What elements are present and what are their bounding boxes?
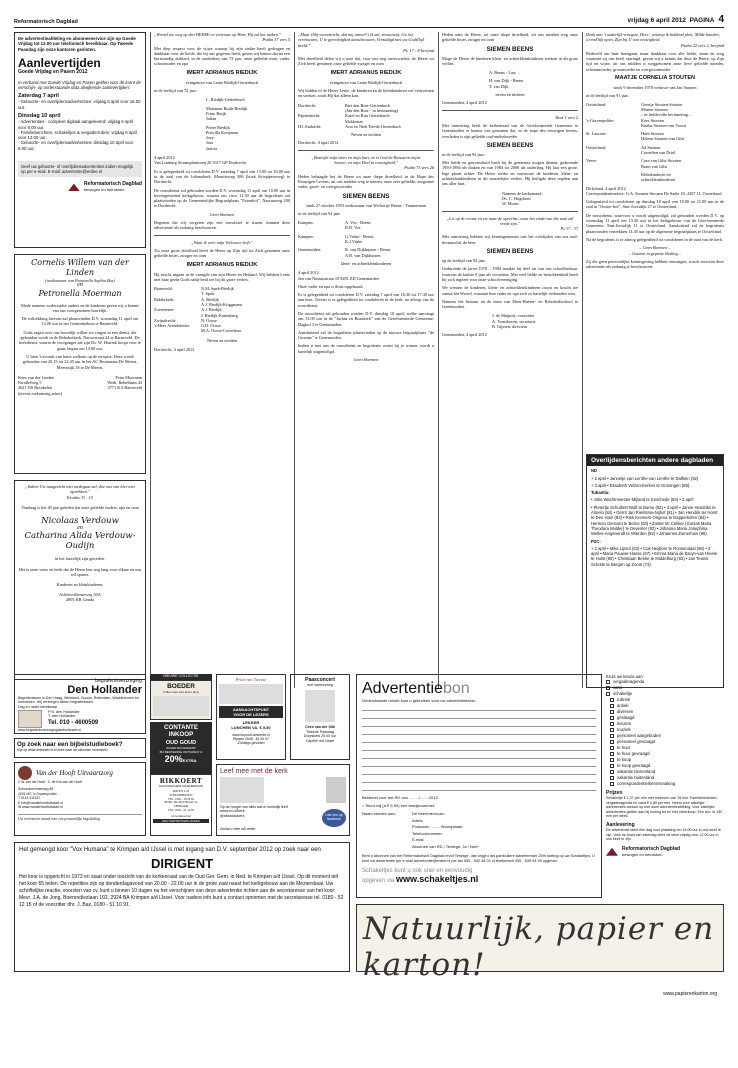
family-place: 's-Heer Arendskerke: [154, 323, 191, 329]
page-date: vrijdag 6 april 2012 PAGINA 4 [627, 14, 724, 25]
family-place: Oosterland: [586, 101, 607, 107]
family-name: Aria en Niek Teerds-Gertenbach [345, 123, 401, 129]
family-member: Joey [206, 135, 214, 141]
page-header [14, 10, 724, 28]
family-place [298, 253, 342, 258]
wedding-announcement: Cornelis Willem van der Linden (weduwnaar van Petronella Sophia Bos) en Petronella Moerman Mede namens wederzijdse ouders en de kinderen geven wij u kennis van ons voorgenomen huwelijk. De voltrekking hiervan zal plaatsvinden D.V. woensdag 11 april om 13.00 uur in het Gemeentehuis te Barneveld. Gods zegen over ons huwelijk willen we vragen in een dienst, die gehouden wordt in de Rehobotkerk, Nairacstraat 24 te Barneveld. De kerkdienst, waarin de voorganger zal zijn Ds. W. Hartink hoopt voor te gaan, begint om 14.00 uur. U bent 's avonds van harte welkom op de receptie. Deze wordt gehouden van 20.15 tot 22.45 uur in het AC Restaurant De Meern, Meernsijk 18 te De Meern. Kees van der Linden Parallelweg 5 3621 NS Breukelen (tevens toekomstig adres) Petra Moerman Weth. Rebelhaan 43 3771 KA Barneveld [14, 254, 146, 474]
family-name: Mokkenze [345, 118, 364, 124]
family-place: 's-Gravenpolder: [586, 117, 615, 123]
facebook-badge[interactable]: Like ons op facebook [322, 809, 346, 827]
organist-photo [305, 690, 335, 722]
rubriek-option[interactable]: personeel aangeboden [606, 733, 724, 739]
checkbox-icon[interactable] [606, 692, 610, 696]
family-name: G.Vinke - Beens [345, 233, 374, 239]
column-2: „Wentel uw weg op den HEERE en vertrouw op Hem, Hij zal het maken." Psalm 37 vers 5 Met diep respect voor de wijze waarop hij zijn ziekte heeft gedragen en dankbaar voor de liefde, die hij ons gegeven heeft, geven wij kennis dat na een kortstondig ziekbed, in de ouderdom van 72 jaar, onze geliefde man, vader, schoonvader en opa IMERT ADRIANUS RIEDIJK echtgenoot van Lenie Riedijk-Gertenbach in de leeftijd van 72 jaar. L. Riedijk-Gertenbach Marianne Buijk-Riedijk Frino Buijk Julian Pieter Riedijk Priscilla Koopman Joey Jara Jasiria 4 april 2012 Van Limburg Stirumplantsoen 20 3317 GP Dordrecht Er is gelegenheid tot condoleren D.V. zaterdag 7 april van 15.00 tot 16.00 uur in de zaal van de Julianakerk, Mauritsweg 386 (hoek Krispijnseweg) te Dordrecht. De rouwdienst zal gehouden worden D.V. woensdag 11 april om 10.00 uur in bovengenoemd kerkgebouw, waarna om circa 11.30 uur de begrafenis zal plaatsvinden op de Gemeentelijke Begraafplaats "Essenhof", Nassauweg 200 te Dordrecht. Geen bloemen Degenen die wij vergeten zijn een rouwbrief te sturen, kunnen deze advertentie als zodanig beschouwen. „Want ik weet mijn Verlosser leeft." Tot onze grote droefheid heeft de Heere op Zijn tijd tot Zich genomen onze geliefde broer, zwager en oom IMERT ADRIANUS RIEDIJK Hij mocht ingaan in de vreugde van zijn Heere en Heiland. Wij hebben Lenie met haar gezin Gods nabij-heid toe bij dit grote verlies. Barneveld: N.M. Spek-Riedijk T. Spek Ridderkerk: A. Riedijk A.J. Riedijk-Kriggmans Zoetermeer: A.J. Riedijk J. Riedijk-Kattenberg Zwijndrecht: N. Oosse 's-Heer Arendskerke: G.D. Oosse M.A. Oosse-Cornelisse Neven en nichten Dordrecht, 4 april 2012 [154, 32, 290, 353]
advertisement-text-lines[interactable] [362, 705, 596, 791]
family-name: Marien Stouten [641, 106, 668, 112]
family-place: Dordrecht: [298, 102, 317, 108]
column-5: Denk aan 't ouderlijk vroegste, Heer', waarop ik biddend pleit; Milde handen, u'rend'lijk open, Zijn bij U van eeuwigheid. Psalm 22 vers 2, berijmd Bedroefd om haar heengaan, maar dankbaar voor alle liefde, steun en zorg waarmee zij ons heeft omringd, geven wij u kennis dat door de Heere, op Zijn tijd en wijze, uit ons midden is weggenomen onze lieve geliefde moeder, schoonmoeder, grootmoeder en overgrootmoeder MAATJE CORNELIA STOUTEN sinds 9 december 1978 weduwe van Jan Stouten in de leeftijd van 91 jaar. Oosterland: Geertje Stouten-Stouten Marien Stouten – in liefdevolle herinnering – 's-Gravenpolder: Kees Stouten Bartha Stouten-van Voorst St. Laurens: Huib Stouten Heleen Stouten-van Gilst Oosterland: Ad Stouten Cornelien van Driel Veere: Corn van Gilst-Stouten Bram van Gilst Kleinkinderen en achterkleinkinderen Dirksland, 4 april 2012 Correspondentieadres: G.A. Stouten-Stouten De Saele 18, 4307 LL Oosterland Gelegenheid tot condoleren op dinsdag 10 april van 19.00 tot 21.00 uur in de zaal in "Ooster-hof", Sint-Joostdijk 27 te Oosterland. De rouwdienst, waarvoor u wordt uitgenodigd, zal gehouden worden D.V. op woensdag 11 april om 13.30 uur in het kerkgebouw van de Gereformeerde Gemeente, Sint-Joostdijk 11 te Oosterland. Aansluitend zal de begrafenis plaatsvinden vertrekken 14.45 uur op de algemene begraafplaats te Oosterland. Na de begrafenis is er alsnog gelegenheid tot condoleren in de zaal van de kerk. – Geen bloemen – – Gaarne in gepaste kleding – Zij die geen persoonlijke kennisgeving hebben ontvangen, wordt verzocht deze advertentie als zodanig te beschouwen. Overlijdensberichten andere dagbladen ND + 2 april • Jannetje van Lenthe-van Lenthe te Dalfsen (92) + 3 april • Elisabeth Velzen-Eerkes te Groningen (89). Tubantia: • Joke Wachtmeester-Mijland te Enschede (84) • 2 april • Pietertje Schuiltert-Wolf te Borne (82) • 3 april • Janne Hendriks te Almelo (84) • Gerrit Jan Rientsma-Nijhof (81) • Jan Hendrik ter Horst te Den Ham (83) • Riek Kremers-Ongena te Dapperkofen (93) • Herman Giervold te Borne (63) • Zoster M. Celiker (Gonias Maria Theodora Mulder) te Deventer (92) • Johanna Maria Josephina Welles-Angenendt te Wierden (82) • Johannes Zomerhuis (85). PZC: + 2 april • Mike Lipsol (53) • Cok Heijboer te Roosendaal (58) • 3 april • Maria Pauwer-Hasse (67) • Emma Maria de Bruyn-van Hinele te Hulst (85) • Christiaan Beeke te Middelburg (63) • Jan Teunis Schotte te Bergen op Zoom (73). [586, 32, 724, 688]
family-name: Karel en Rita Gertenbach- [345, 113, 391, 119]
rubriek-option[interactable]: diversen [606, 709, 724, 715]
family-place: St. Laurens: [586, 131, 607, 137]
checkbox-icon[interactable] [610, 710, 614, 714]
family-member: Julian [206, 116, 217, 122]
checkbox-icon[interactable] [610, 764, 614, 768]
rubriek-option[interactable]: vakantie buitenland [606, 775, 724, 781]
glasses-image [153, 696, 209, 716]
date-field[interactable]: Bestemd voor het RD van ........./........2012 [362, 795, 438, 800]
family-name: Kees Stouten [641, 117, 664, 123]
aanlevertijden-box: De advertentieafdeling en abonneeservice zijn op Goede Vrijdag tot 12.00 uur telefonisch bereikbaar. Op Tweede Paasdag zijn onze kantoren gesloten. Aanlevertijden Goede Vrijdag en Pasen 2012 In verband met Goede Vrijdag en Pasen gelden voor de krant de verschijn- op onderstaande data afwijkende aanlevertijden: Zaterdag 7 april - Geboorte- en overlijdensadvertenties: vrijdag 6 april voor 16.00 uur. Dinsdag 10 april - Advertenties - compleet digitaal aangeleverd: vrijdag 6 april voor 9.00 uur. - Familieberichten, schakeltjes & vergaderrubrie: vrijdag 6 april voor 12.00 uur. - Geboorte- en overlijdensadvertenties: dinsdag 10 april voor 9.00 uur. Geef uw geboorte- of overlijdensadvertenties indien mogelijk op per e-mail. E-mail: advertentie@erdee.nl Reformatorisch Dagblad bewogen en betrokken [14, 32, 146, 248]
rubriek-option[interactable]: vergaderagenda [606, 679, 724, 685]
family-place [154, 328, 198, 333]
checkbox-icon[interactable] [610, 782, 614, 786]
family-name: A. Vos - Beens [345, 220, 371, 226]
family-place: Kampen: [298, 220, 314, 226]
column-1 [14, 32, 146, 688]
family-place: Zwijndrecht: [154, 317, 177, 323]
family-name: N. Oosse [201, 317, 217, 323]
family-list [154, 97, 290, 151]
rubriek-option[interactable]: rubriek [606, 697, 724, 703]
addresses: Kees van der Linden Parallelweg 5 3621 NS Breukelen (tevens toekomstig adres) Petra Moerman Weth. Rebelhaan 43 3771 KA Barneveld [18, 374, 142, 396]
aanlevertijden-title: Aanlevertijden [18, 56, 101, 71]
restaurant-image [219, 684, 283, 704]
checkbox-icon[interactable] [606, 686, 610, 690]
family-place: Oosterland: [586, 144, 607, 150]
rubriek-option[interactable]: te huur gevraagd [606, 751, 724, 757]
family-place: Kampen: [298, 233, 314, 239]
family-list-2 [154, 286, 290, 334]
family-name: A.B. van Dijkhuizen [345, 252, 381, 258]
column-3: „Maar (blij voorzitricht, dat mij atreat!!) Ik zal, eeuwuwijt, Uw bij vertrouwen, U te gerechtighed aanschouwen, Verzadigd met uw Godd'lijk beeld." Ps. 17 : 8 berijmd Met droefheid delen wij u mee dat, voor ons nog onverwachts, de Heere tot Zich heeft genomen onze geliefde zwager en oom IMERT ADRIANUS RIEDIJK echtgenoot van Lenie Riedijk-Gertenbach Wij bidden of de Heere Lenie, de kinderen en de kleinkinderen wil vertroosten en sterken, zoals Hij dat alleen kan. Dordrecht: Riet den Boer-Gertenbach (Jan den Boer - in herinnering) Papendrecht: Karel en Rita Gertenbach- Mokkenze H.I.Ambacht: Aria en Niek Teerds-Gertenbach Neven en nichten Dordrecht, 4 april 2012 „Bezwijkt mijn vlees en mijn hart, zo is God de Rotssteen mijns harten, en mijn Deel in eeuwigheid." Psalm 73 vers 26 Heden behaagde het de Heere tot onze diepe droefheid, in de Hope des Eeuwigen Levens, uit ons midden weg te nemen, onze zeer geliefde, zorgzame vader, groot- en overgrootvader SIEMEN BEENS sinds 27 oktober 1993 weduwnaar van Wichertje Beens - Timmerman in de leeftijd van 92 jaar Kampen: A. Vos - Beens B.D. Vos Kampen: G.Vinke - Beens K.J.Vinke Genemuiden: R. van Dijkhuizen - Beens A.B. van Dijkhuizen klein- en achterkleinkinderen 4 april 2012 Jan van Nassaustraat 10 8281 ZD Genemuiden Onze vader en opa is thuis opgebaard. Er is gelegenheid tot condoleren D.V. zaterdag 7 april van 16.30 tot 17.30 uur aan huis. Tevens is er gelegenheid tot condoleren in de kerk, na afloop van de rouwdienst. De rouwdienst zal gehouden worden D.V. dinsdag 10 april, welke aanvangt om 13.00 uur in de "Jachin en Boazkerk" van de Gereformeerde Gemeente, Daghof 3 te Genemuiden. Aansluitend zal de begrafenis plaatsvinden op de nieuwe begraafplaats "de Groente" te Genemuiden. Indien u met ons de rouwdienst en begrafenis wenst bij te wonen, wordt u hartelijk uitgenodigd. Geen bloemen [298, 32, 434, 363]
family-list [442, 70, 578, 89]
family-name: – in liefdevolle herinnering – [641, 112, 692, 118]
checkbox-icon[interactable] [610, 770, 614, 774]
ad-den-hollander: begrafenisverzorging Den Hollander Begrafenissen in Den Haag, Westland, Gouda, Rotterdam, Waddinxveen en omstreken. Wij verzorgen alleen begrafenissen. Dag en nacht bereikbaar P.N. den Hollander T. den Hollander Tel. 010 - 4600509 www.begrafenisverzorgingdenhollander.nl [14, 674, 146, 734]
column-4: Heden nam de Heere, tot onze diepe droefheid, uit ons midden weg onze geliefde broer, zwager en oom SIEMEN BEENS Moge de Heere de kinderen klein- en achterkleinkinderen sterken in dit grote verlies. A. Beens - Last H. van Dijk - Beens T. van Dijk neven en nichten Genemuiden, 4 april 2012 Titus 1 vers 2 Met ontroering heeft de kerkenraad van de Gereformeerde Gemeente te Genemuiden er kennis van genomen dat, in de hope des eeuwigen levens, overleden is zijn geliefde oud-ambtsbroeder SIEMEN BEENS in de leeftijd van 92 jaar. Met liefde en getrouwheid heeft hij de gemeente mogen dienen, gedurende 1950-1984 als diaken en van 1984 tot 2008 als ouderling. Hij laat een grote, lege plaats achter. De Heere sterke en vertrooste de kinderen, klein- en achterkleinkinderen in dit smartelijke verlies. Hij heiligde deze regelen aan ons aller hart. Namens de kerkenraad: Ds. C. Hogchem W. Mouw „Let op de vrome en zie naar de oprechte, want het einde van die man zal vrede zijn." Ps 37 : 37 Met ontroering hebben wij kennisgenomen van het overlijden van ons oud-bestuurslid, de heer SIEMEN BEENS op de leeftijd van 92 jaar. Gedurende de jaren 1978 – 1984 maakte hij deel uit van ons schoolbestuur, waarvan de laatste 8 jaar als voorzitter. Met veel liefde en betrokkenheid heeft hij zich ingezet voor onze schoolvereniging. We wensen de kinderen, klein- en achterkleinkinderen troost en kracht toe vanuit het Woord, waaraan hun vader en opa zich zo hartelijk verbonden wist. Namens het bestuur en de team van Eben-Haëzer- en Rehobothschool te Genemuiden. J. de Muijnck, voorzitter A. Tromhoven, secretaris B. Gijssen, directeur Genemuiden, 4 april 2012 [442, 32, 578, 338]
family-member: Priscilla Koopman [206, 129, 239, 135]
rd-logo-icon [606, 848, 618, 856]
family-list [298, 103, 434, 129]
twitter-link[interactable]: @rdkadavkerk [220, 814, 245, 818]
family-name: H. van Dijk - Beens [489, 78, 524, 84]
bewijsnummer-checkbox[interactable]: ○ Stuur mij (à € 5,50) een bewijsnummer. [362, 803, 436, 808]
obituaries-title: Overlijdensberichten andere dagbladen [587, 455, 723, 466]
vdh-logo-icon [18, 766, 32, 780]
family-place: Barneveld: [154, 286, 173, 292]
rubriek-option[interactable]: muziek [606, 727, 724, 733]
family-name: B.D. Vos [345, 225, 361, 231]
email-note: Geef uw geboorte- of overlijdensadvertenties indien mogelijk op per e-mail. E-mail: advertentie@erdee.nl [18, 161, 142, 177]
family-name: Geertje Stouten-Stouten [641, 101, 683, 107]
family-name: N.M. Spek-Riedijk [201, 286, 234, 292]
checkbox-icon[interactable] [610, 752, 614, 756]
paper-name: Reformatorisch Dagblad [14, 19, 78, 25]
ad-leef-mee: Leef mee met de kerk Op de hoogte van alles wat er kerkelijk leeft www.rd.nl/kerk @rdkadavkerk Like ons op facebook Omdat u meer wilt weten. [216, 764, 350, 836]
family-place: Papendrecht: [298, 113, 321, 119]
deceased-name: IMERT ADRIANUS RIEDIJK [186, 69, 258, 76]
family-name: A. Riedijk [201, 296, 219, 302]
dh-logo-icon [18, 710, 42, 728]
family-name: Kleinkinderen en [641, 171, 671, 177]
family-name: Corn van Gilst-Stouten [641, 158, 681, 164]
ad-restaurant: Print van Twente AANDACHTSPUNT VOOR DE LEZERS LEKKER LUNCHEN VA. € 5,50 www.dopoort-antverde.nl Rijssen 0548 - 51 90 07 Zondags gesloten [216, 674, 286, 760]
rubriek-option[interactable]: vakantie binnenland [606, 769, 724, 775]
family-place: Ridderkerk: [154, 296, 175, 302]
family-name: Bartha Stouten-van Voorst [641, 122, 687, 128]
advertentiebon-form: Advertentiebon Onderstaande ruimte kunt u gebruiken voor uw advertentietekst. Bestemd voor het RD van ........./........2012 ○ Stuur mij (à € 5,50) een bewijsnummer. Naam zenden aan: De heer/mevrouw: Adres: Postcode: ........ Woonplaats: Telefoonnummer: E-mail: Abonnee van RD / Terdege: Ja / Nee* Bent u abonnee van het Reformatorisch Dagblad en/of Terdege, dan krijgt u als particuliere adverteerder 25% korting op uw Schakeltjes. U kunt uw advertentie per e-mail advertentie@erdee.nl per fax 055 - 542 48 02 of telefonisch 055 - 539 04 99 opgeven. Schakeltjes kunt u ook snel en eenvoudig opgeven via www.schakeltjes.nl [356, 674, 602, 898]
checkbox-icon[interactable] [610, 740, 614, 744]
phone-image [326, 777, 346, 803]
rubriek-option[interactable]: varia [606, 685, 724, 691]
family-name: T. van Dijk [489, 83, 509, 89]
family-place: Zoetermeer: [154, 307, 175, 313]
family-name: Ad Stouten [641, 144, 661, 150]
ad-bijbelstudieboek: Op zoek naar een bijbelstudieboek? Kijk op www.debanier.nl en kies daar de nieuwste recensies! [14, 738, 146, 758]
family-list [586, 102, 724, 183]
tablet-image [220, 777, 264, 803]
ad-vox-humana: Het gemengd koor "Vox Humana" te Krimpen a/d IJssel is met ingang van D.V. september 2012 op zoek naar een DIRIGENT Het koor is opgericht in 1973 en staat onder toezicht van de kerkenraad van de Oud Ger. Gem. in Ned. te Krimpen a/d IJssel. Op dit moment telt het koor 65 leden. De repetities zijn op donderdagavond van 20.00 - 22.00 uur in de grote zaal naast het kerkgebouw aan de Meziersbaai. Uw schriftelijke reactie, voorzien van cv, kunt u binnen 10 dagen na het verschijnen van deze advertentie richten aan de secretaresse van het koor: Mevr. J.A. de Jong, Boerendiezlaan 102, 2924 BA Krimpen a/d IJssel. Voor nadere info kunt u contact opnemen met de secretaresse tel. 0180 - 52 12 15 of de voorzitter dhr. J. Bax, 0180 - 51 10 91. [14, 842, 350, 972]
schakeltjes-link[interactable]: www.schakeltjes.nl [396, 873, 479, 884]
family-name: J. Riedijk-Kattenberg [201, 312, 238, 318]
family-name: R. van Dijkhuizen - Beens [345, 247, 391, 253]
family-name: K.J.Vinke [345, 239, 363, 245]
family-name: Huib Stouten [641, 131, 664, 137]
checkbox-icon[interactable] [610, 776, 614, 780]
ad-paasconcert: Paasconcert met samenzang Cees van der Silk Tweede Paasdag Dorpskerk 20.00 uur Capelle a/d IJssel [290, 674, 350, 760]
rd-logo-bottom: Reformatorisch Dagblad bewogen en betrokken [606, 846, 724, 858]
checkbox-icon[interactable] [610, 722, 614, 726]
obituaries-other-papers: Overlijdensberichten andere dagbladen ND + 2 april • Jannetje van Lenthe-van Lenthe te Dalfsen (92) + 3 april • Elisabeth Velzen-Eerkes te Groningen (89). Tubantia: • Joke Wachtmeester-Mijland te Enschede (84) • 2 april • Pietertje Schuiltert-Wolf te Borne (82) • 3 april • Janne Hendriks te Almelo (84) • Gerrit Jan Rientsma-Nijhof (81) • Jan Hendrik ter Horst te Den Ham (83) • Riek Kremers-Ongena te Dapperkofen (93) • Herman Giervold te Borne (63) • Zoster M. Celiker (Gonias Maria Theodora Mulder) te Deventer (92) • Johanna Maria Josephina Welles-Angenendt te Wierden (82) • Johannes Zomerhuis (85). PZC: + 2 april • Mike Lipsol (53) • Cok Heijboer te Roosendaal (58) • 3 april • Maria Pauwer-Hasse (67) • Emma Maria de Bruyn-van Hinele te Hulst (85) • Christiaan Beeke te Middelburg (63) • Jan Teunis Schotte te Bergen op Zoom (73). [586, 454, 724, 688]
rubrieken-panel: Kruis uw keuze aan: vergaderagenda varia schakeltje rubriek antiek diversen geslaagd lesuren muziek personeel aangeboden personeel gevraagd te huur te huur gevraagd te koop te koop gevraagd vakantie binnenland vakantie buitenland correspondentie/kennismaking Prijzen Schakeltje € 1,37 per mm met minimum van 15 mm. Familieberichten, vergaderagenda en varia € 0,89 per mm. Neem voor zakelijke advertenties contact op met onze advertentieafdeling. Voor zakelijke advertenties gelden aan-bij korting tot en met uitverkoop. Een sch. in 150 mm per week. Aanlevering De advertentie dient één dag voor plaatsing om 15.00 uur in ons bezit te zijn. Voor de krant van zaterdag dient de tekst vrijdag voor 12.00 uur in ons bezit te zijn. Reformatorisch Dagblad bewogen en betrokken [606, 674, 723, 857]
family-name: T. Spek [201, 291, 215, 297]
rubriek-option[interactable]: lesuren [606, 721, 724, 727]
family-list-2 [298, 220, 434, 258]
checkbox-icon[interactable] [610, 704, 614, 708]
rubriek-option[interactable]: geslaagd [606, 715, 724, 721]
rubriek-option[interactable]: te koop [606, 757, 724, 763]
family-member: Marianne Buijk-Riedijk [206, 105, 248, 111]
rd-logo: Reformatorisch Dagblad bewogen en betrokken [18, 181, 142, 193]
checkbox-icon[interactable] [610, 758, 614, 762]
family-name: achterkleinkinderen [641, 177, 676, 183]
checkbox-icon[interactable] [606, 680, 610, 684]
family-member: L. Riedijk-Gertenbach [206, 97, 245, 103]
ad-van-der-hooft: Van der Hooft Uitvaartzorg C.W. van der Hooft · C. de Kok-van der Hooft Schoonhovenseweg 85 4201 MC 's-Gravenpolder T 0113 311537 E info@vanderhooftuitvaart.nl W www.vanderhooftuitvaart.nl Uw vertrouwen waard voor een persoonlijke begeleiding [14, 762, 146, 836]
family-name: Heleen Stouten-van Gilst [641, 136, 685, 142]
rubriek-option[interactable]: correspondentie/kennismaking [606, 781, 724, 787]
papier-link[interactable]: www.papierenkarton.org [663, 991, 717, 997]
checkbox-icon[interactable] [610, 746, 614, 750]
rubriek-option[interactable]: te huur [606, 745, 724, 751]
family-place: Veere: [586, 158, 597, 164]
contact-fields[interactable]: Naam zenden aan: De heer/mevrouw: Adres: Postcode: ........ Woonplaats: Telefoonnummer: E-mail: Abonnee van RD / Terdege: Ja / Nee* [362, 811, 479, 849]
family-name: Cornelien van Driel [641, 150, 676, 156]
family-name: Riet den Boer-Gertenbach [345, 102, 391, 108]
family-place [586, 177, 638, 182]
rubriek-checkboxes[interactable] [606, 679, 724, 787]
family-member: Pieter Riedijk [206, 124, 230, 130]
rubriek-option[interactable]: personeel gevraagd [606, 739, 724, 745]
ad-papier-karton: Natuurlijk, papier en karton! www.papierenkarton.org [356, 904, 724, 972]
announcements-area [14, 32, 724, 688]
web-link[interactable]: www.rd.nl/kerk [220, 809, 245, 813]
rubriek-option[interactable]: schakeltje [606, 691, 724, 697]
family-member: Jara [206, 140, 213, 146]
checkbox-icon[interactable] [610, 698, 614, 702]
family-place [442, 84, 486, 89]
family-name: A.J. Riedijk-Kriggmans [201, 301, 243, 307]
checkbox-icon[interactable] [610, 728, 614, 732]
family-place: H.I.Ambacht: [298, 123, 322, 129]
rubriek-option[interactable]: te koop gevraagd [606, 763, 724, 769]
family-name: A. Beens - Last [489, 70, 516, 76]
family-place: Genemuiden: [298, 247, 322, 253]
checkbox-icon[interactable] [610, 734, 614, 738]
family-name: M.A. Oosse-Cornelisse [201, 328, 242, 334]
family-name: Bram van Gilst [641, 163, 668, 169]
rubriek-option[interactable]: antiek [606, 703, 724, 709]
family-member: Jasiria [206, 145, 217, 151]
family-name: G.D. Oosse [201, 323, 221, 329]
family-name: A.J. Riedijk [201, 307, 222, 313]
family-name: (Jan den Boer - in herinnering) [345, 107, 399, 113]
rd-logo-icon [68, 183, 80, 191]
anniversary-announcement: „Indien Uw aangezicht niet medegaat zal, doe ons van hier niet optrekken." Exodus 33 : 15 Vandaag is het 40 jaar geleden dat onze geliefde ouders, opa en oma Nicolaas Verdouw en Catharina Alida Verdouw-Oudijn in het huwelijk zijn getreden. Het is onze wens en bede dat de Heere hen nog lang voor elkaar en ons wil sparen. Kinderen en kleinkinderen. Achterwillenseweg 30A 2805 KB Gouda [14, 480, 146, 680]
checkbox-icon[interactable] [610, 716, 614, 720]
ad-jewelers: NIEUWE COLLECTIE BOEDER brillen voor een leven lang CONTANTE INKOOP OUD GOUD ZILVER EN DIAMANT BIJ BESTEDING ONTVANGT U 20%EXTRA. RIKKOERT SCHOONHOVENS JUWELIERSHUIS HAVEN 1-23 SCHOONHOVEN TEL. 0182 - 38 26 92 BURG. BLOKSTRAAT 22 LEERDAM TEL. 0345 - 61 14 95 www.rikkoert.nl EEN VERTROUWD ADRES [150, 674, 212, 836]
family-member: Frino Buijk [206, 110, 226, 116]
deceased-name-2: IMERT ADRIANUS RIEDIJK [186, 261, 258, 268]
